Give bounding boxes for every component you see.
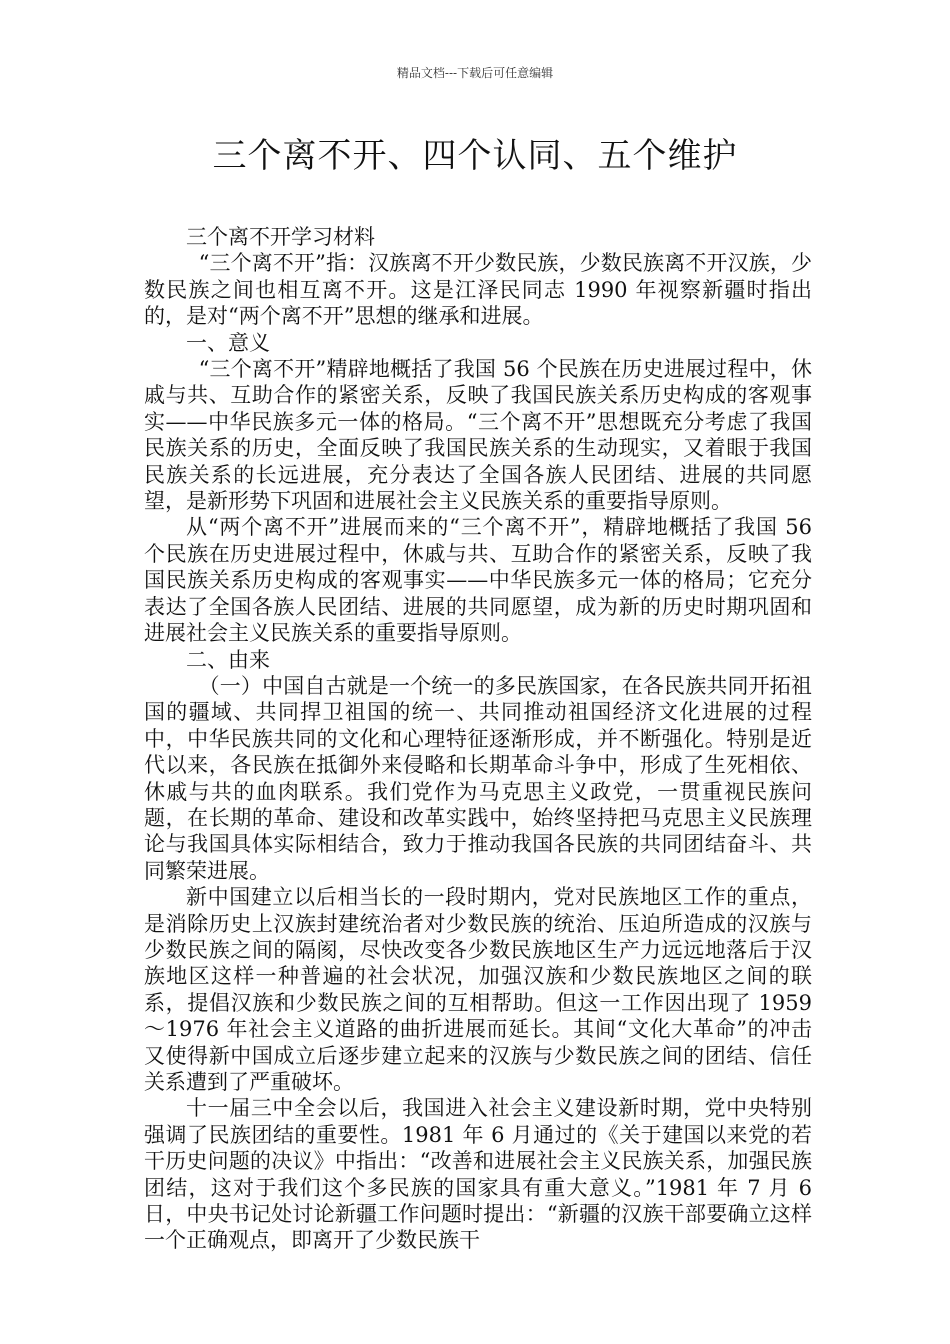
document-title: 三个离不开、四个认同、五个维护 bbox=[212, 136, 738, 176]
section-heading-origin: 二、由来 bbox=[186, 647, 270, 672]
document-body bbox=[144, 224, 812, 1254]
paragraph-significance-2: 从“两个离不开”进展而来的“三个离不开”，精辟地概括了我国 56 个民族在历史进展过程中，休戚与共、互助合作的紧密关系，反映了我国民族关系历史构成的客观事实——中华民族多元一体的格局；它充分表达了全国各族人民团结、进展的共同愿望，成为新的历史时期巩固和进展社会主义民族关系的重要指导原则。 bbox=[144, 515, 812, 646]
paragraph-origin-3: 十一届三中全会以后，我国进入社会主义建设新时期，党中央特别强调了民族团结的重要性。1981 年 6 月通过的《关于建国以来党的若干历史问题的决议》中指出：“改善和进展社会主义民族关系，加强民族团结，这对于我们这个多民族的国家具有重大意义。”1981 年 7 月 6 日，中央书记处讨论新疆工作问题时提出：“新疆的汉族干部要确立这样一个正确观点，即离开了少数民族干 bbox=[144, 1096, 812, 1253]
paragraph-definition: “三个离不开”指：汉族离不开少数民族，少数民族离不开汉族，少数民族之间也相互离不开。这是江泽民同志 1990 年视察新疆时指出的，是对“两个离不开”思想的继承和进展。 bbox=[144, 251, 812, 329]
paragraph-origin-2: 新中国建立以后相当长的一段时期内，党对民族地区工作的重点，是消除历史上汉族封建统治者对少数民族的统治、压迫所造成的汉族与少数民族之间的隔阂，尽快改变各少数民族地区生产力远远地落后于汉族地区这样一种普遍的社会状况，加强汉族和少数民族地区之间的联系，提倡汉族和少数民族之间的互相帮助。但这一工作因出现了 1959～1976 年社会主义道路的曲折进展而延长。其间“文化大革命”的冲击又使得新中国成立后逐步建立起来的汉族与少数民族之间的团结、信任关系遭到了严重破坏。 bbox=[144, 885, 812, 1094]
paragraph-origin-1: （一）中国自古就是一个统一的多民族国家，在各民族共同开拓祖国的疆域、共同捍卫祖国的统一、共同推动祖国经济文化进展的过程中，中华民族共同的文化和心理特征逐渐形成，并不断强化。特别是近代以来，各民族在抵御外来侵略和长期革命斗争中，形成了生死相依、休戚与共的血肉联系。我们党作为马克思主义政党，一贯重视民族问题，在长期的革命、建设和改革实践中，始终坚持把马克思主义民族理论与我国具体实际相结合，致力于推动我国各民族的共同团结奋斗、共同繁荣进展。 bbox=[144, 673, 812, 883]
paragraph-significance-1: “三个离不开”精辟地概括了我国 56 个民族在历史进展过程中，休戚与共、互助合作的紧密关系，反映了我国民族关系历史构成的客观事实——中华民族多元一体的格局。“三个离不开”思想既充分考虑了我国民族关系的历史，全面反映了我国民族关系的生动现实，又着眼于我国民族关系的长远进展，充分表达了全国各族人民团结、进展的共同愿望，是新形势下巩固和进展社会主义民族关系的重要指导原则。 bbox=[144, 357, 812, 514]
section-heading-study-material: 三个离不开学习材料 bbox=[186, 225, 375, 249]
header-note: 精品文档---下载后可任意编辑 bbox=[396, 66, 554, 80]
section-heading-significance: 一、意义 bbox=[186, 330, 270, 355]
